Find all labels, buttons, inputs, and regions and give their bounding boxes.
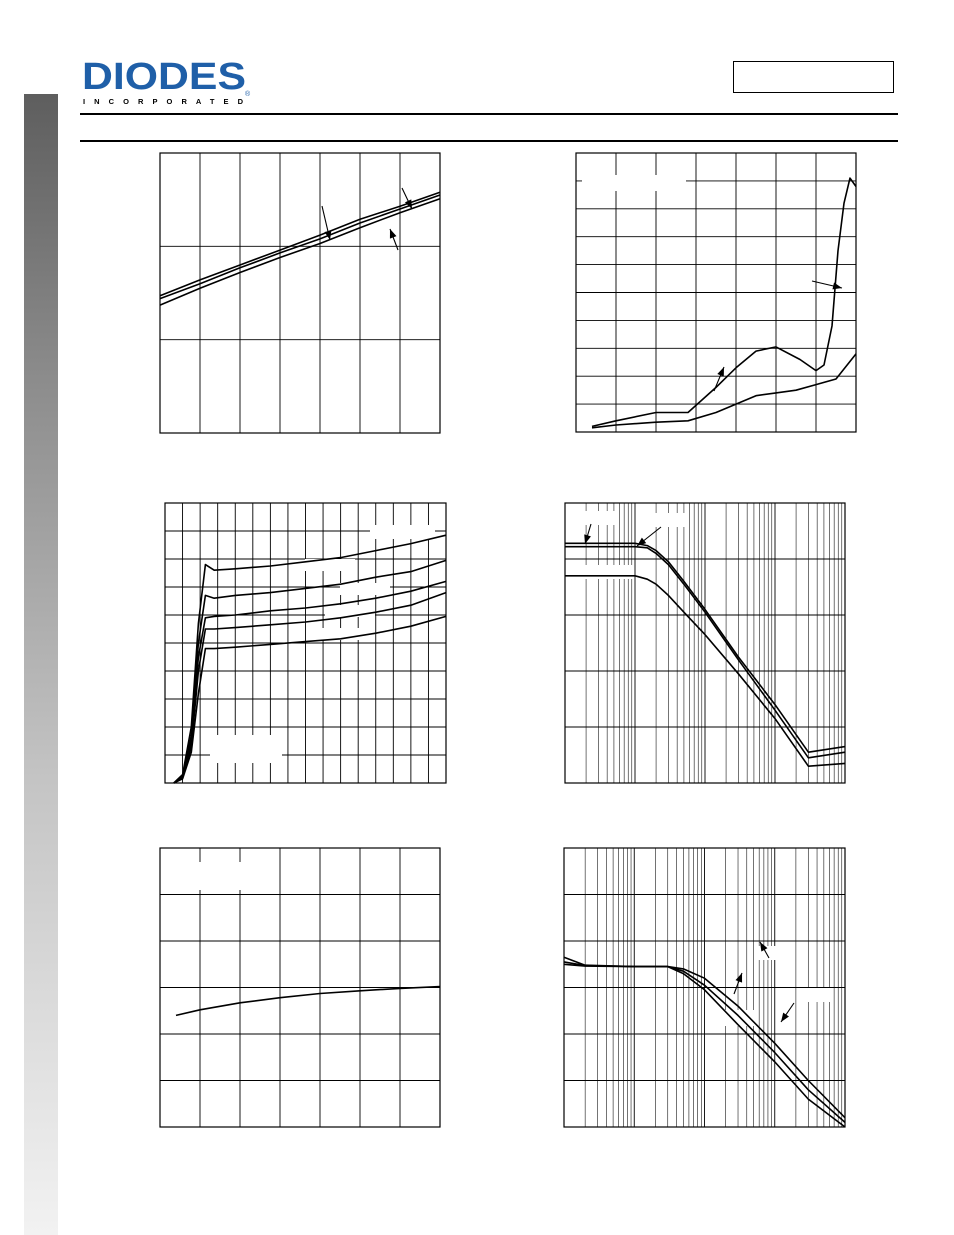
chart-2 [576, 153, 856, 432]
logo-registered-mark: ® [245, 91, 251, 98]
label-backdrop [198, 862, 254, 890]
part-number-box [733, 61, 894, 93]
label-backdrop [800, 988, 832, 1002]
diodes-logo [82, 58, 254, 108]
label-backdrop [575, 511, 619, 525]
label-backdrop [340, 583, 390, 595]
chart-3 [165, 503, 446, 783]
label-backdrop [577, 565, 633, 579]
chart-1 [160, 153, 440, 433]
logo-text: DIODES [82, 58, 246, 98]
header-rule-bottom [80, 140, 898, 142]
label-backdrop [210, 735, 282, 763]
chart-frame [160, 153, 440, 433]
chart-6 [564, 848, 845, 1127]
label-backdrop [370, 525, 435, 539]
side-gradient-bar [24, 94, 58, 1235]
header-rule-top [80, 113, 898, 115]
label-backdrop [325, 605, 375, 617]
chart-4 [565, 503, 845, 783]
label-backdrop [641, 513, 689, 527]
label-backdrop [582, 175, 686, 191]
chart-5 [160, 848, 440, 1127]
logo-subtext: INCORPORATED [83, 97, 243, 106]
